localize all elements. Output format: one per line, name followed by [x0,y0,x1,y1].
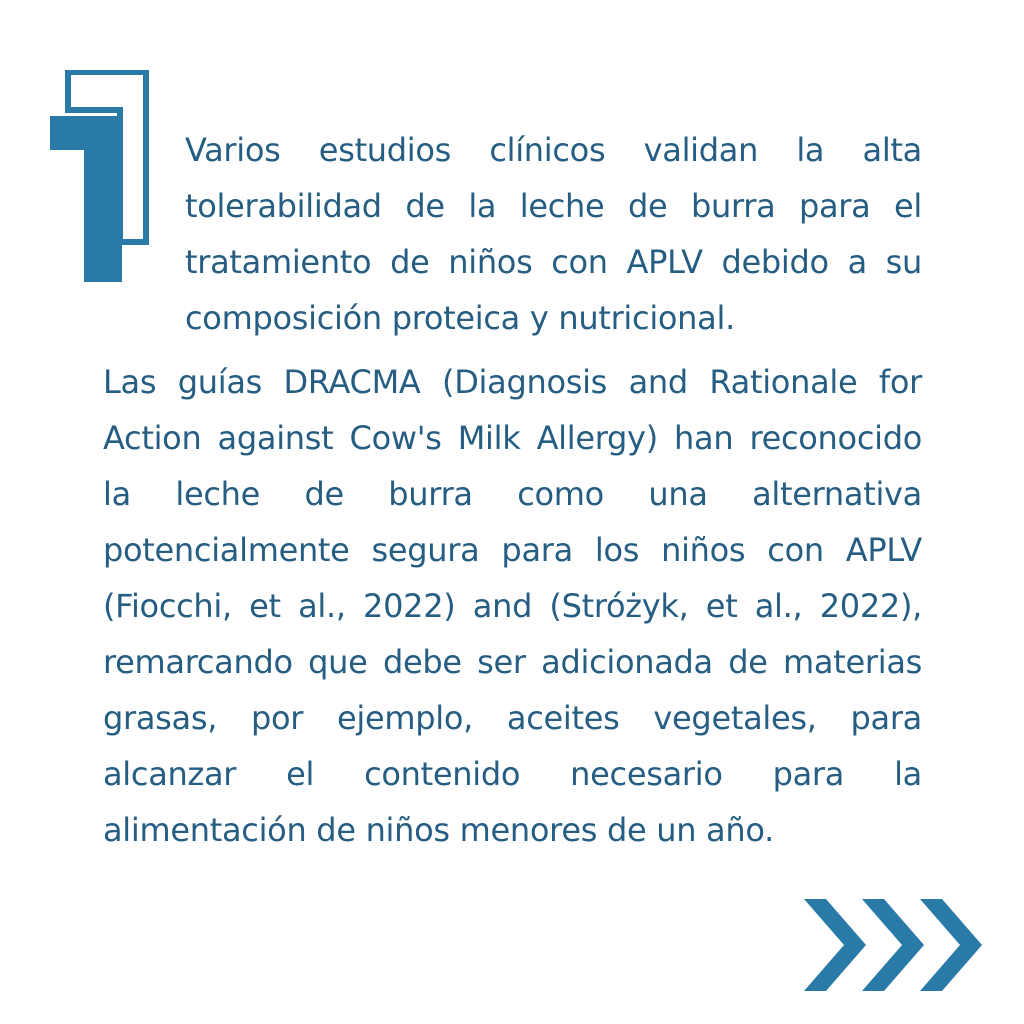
triple-chevron-right-icon[interactable] [800,895,990,995]
body-paragraph: Las guías DRACMA (Diagnosis and Rationale for Action against Cow's Milk Allergy) han reconocido la leche de burra como una alternativa potencialmente segura para los niños con APLV (Fiocchi, et al., 2022) and (Stróżyk, et al., 2022), remarcando que debe ser adicionada de materias grasas, por ejemplo, aceites vegetales, para alcanzar el contenido necesario para la alimentación de niños menores de un año. [103,363,922,849]
intro-paragraph: Varios estudios clínicos validan la alta tolerabilidad de la leche de burra para el tratamiento de niños con APLV debido a su composición proteica y nutricional. [185,131,922,337]
number-one-graphic [48,70,152,286]
